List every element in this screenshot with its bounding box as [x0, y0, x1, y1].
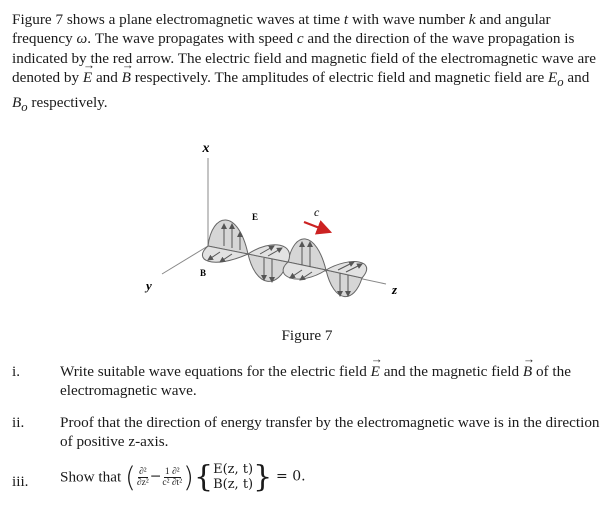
axis-label-x: x [202, 141, 210, 156]
axis-label-y: y [146, 278, 152, 293]
figure-caption: Figure 7 [281, 327, 333, 344]
label-b-field: B [200, 268, 207, 278]
problem-intro: Figure 7 shows a plane electromagnetic waves at time t with wave number k and angular frequency ω. The wave propagates with speed c and the direction of the wave propagation is indicated by the red arrow. The electric field and magnetic field of the electromagnetic wave are denoted by E → and B → respectively. The amplitudes of electric field and magnetic field are $E_o$ and $B_o$ respectively. [12, 10, 596, 117]
question-text: Write suitable wave equations for the electric field E → and the magnetic field B → of the electromagnetic wave. [60, 362, 600, 400]
question-equation: Show that ( $\frac{\text{∂²}}{\text{∂z²}}$ − $\frac{\text{1 ∂²}}{\text{c² ∂t²}}$ ){ E(z, t) B(z, t) } = 0. [60, 459, 306, 495]
propagation-arrow [304, 222, 330, 232]
label-e-field: E [252, 212, 259, 222]
vector-b: B → [122, 68, 131, 87]
label-speed-c: c [314, 205, 320, 219]
question-number: ii. [12, 414, 25, 431]
question-text: Proof that the direction of energy transfer by the electromagnetic wave is in the direction of positive z-axis. [60, 414, 600, 450]
question-number: i. [12, 363, 21, 380]
question-number: iii. [12, 473, 29, 490]
em-wave-figure [140, 138, 440, 318]
vector-e: E → [83, 68, 92, 87]
axis-label-z: z [392, 282, 398, 297]
